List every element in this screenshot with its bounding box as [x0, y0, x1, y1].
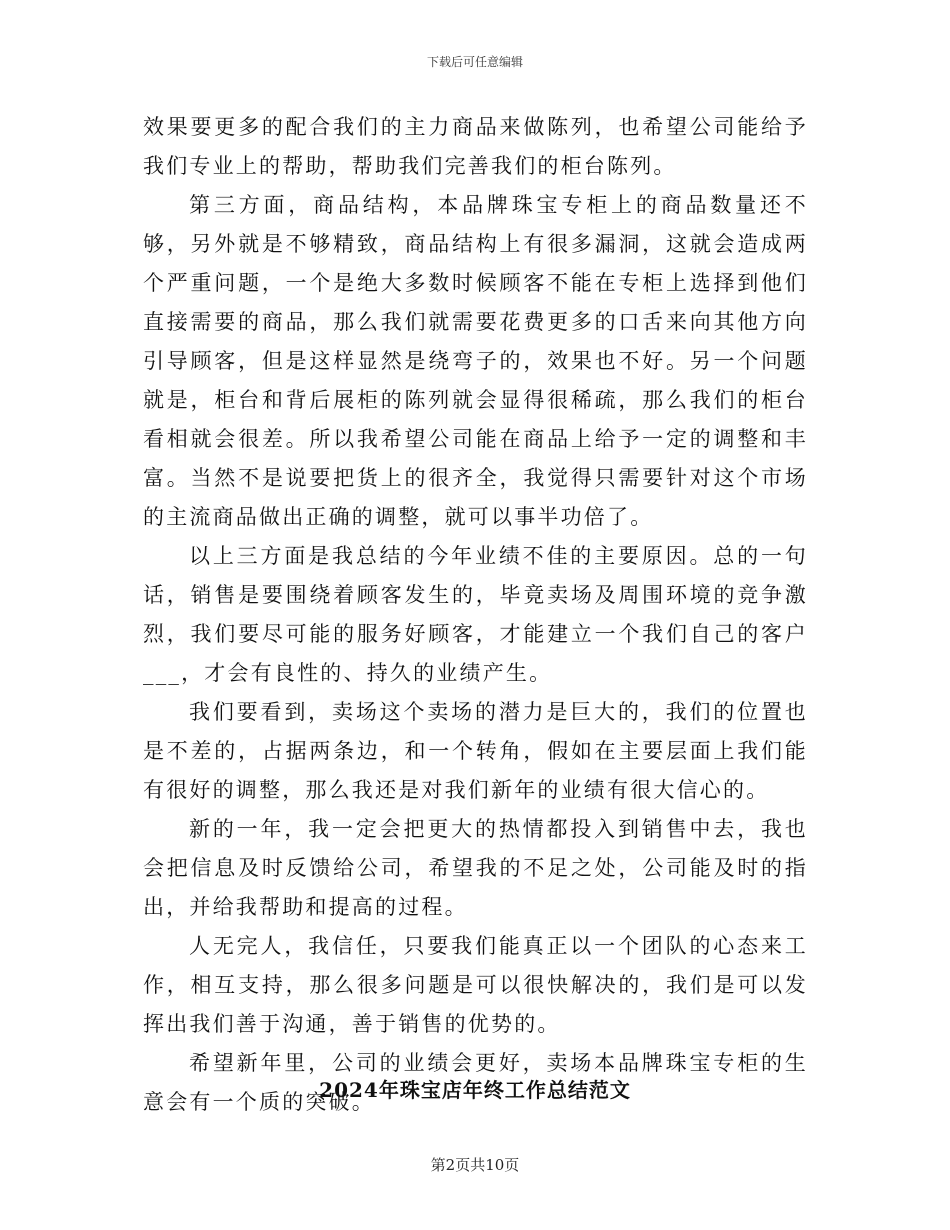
paragraph-7: 希望新年里，公司的业绩会更好，卖场本品牌珠宝专柜的生意会有一个质的突破。	[143, 1051, 808, 1114]
paragraph-2: 第三方面，商品结构，本品牌珠宝专柜上的商品数量还不够，另外就是不够精致，商品结构上有很多漏洞，这就会造成两个严重问题，一个是绝大多数时候顾客不能在专柜上选择到他们直接需要的商品，那么我们就需要花费更多的口舌来向其他方向引导顾客，但是这样显然是绕弯子的，效果也不好。另一个问题就是，柜台和背后展柜的陈列就会显得很稀疏，那么我们的柜台看相就会很差。所以我希望公司能在商品上给予一定的调整和丰富。当然不是说要把货上的很齐全，我觉得只需要针对这个市场的主流商品做出正确的调整，就可以事半功倍了。	[143, 193, 808, 529]
paragraph-5: 新的一年，我一定会把更大的热情都投入到销售中去，我也会把信息及时反馈给公司，希望我的不足之处，公司能及时的指出，并给我帮助和提高的过程。	[143, 817, 808, 919]
paragraph-3: 以上三方面是我总结的今年业绩不佳的主要原因。总的一句话，销售是要围绕着顾客发生的，毕竟卖场及周围环境的竞争激烈，我们要尽可能的服务好顾客，才能建立一个我们自己的客户___，才会有良性的、持久的业绩产生。	[143, 544, 808, 685]
paragraph-1: 效果要更多的配合我们的主力商品来做陈列，也希望公司能给予我们专业上的帮助，帮助我们完善我们的柜台陈列。	[143, 115, 808, 178]
page-header: 下载后可任意编辑	[426, 55, 523, 69]
paragraph-6: 人无完人，我信任，只要我们能真正以一个团队的心态来工作，相互支持，那么很多问题是可以很快解决的，我们是可以发挥出我们善于沟通，善于销售的优势的。	[143, 934, 808, 1036]
document-body	[143, 108, 808, 1122]
paragraph-4: 我们要看到，卖场这个卖场的潜力是巨大的，我们的位置也是不差的，占据两条边，和一个转角，假如在主要层面上我们能有很好的调整，那么我还是对我们新年的业绩有很大信心的。	[143, 700, 808, 802]
page-footer: 第2页共10页	[430, 1156, 520, 1174]
section-title: 2024年珠宝店年终工作总结范文	[319, 1078, 631, 1102]
